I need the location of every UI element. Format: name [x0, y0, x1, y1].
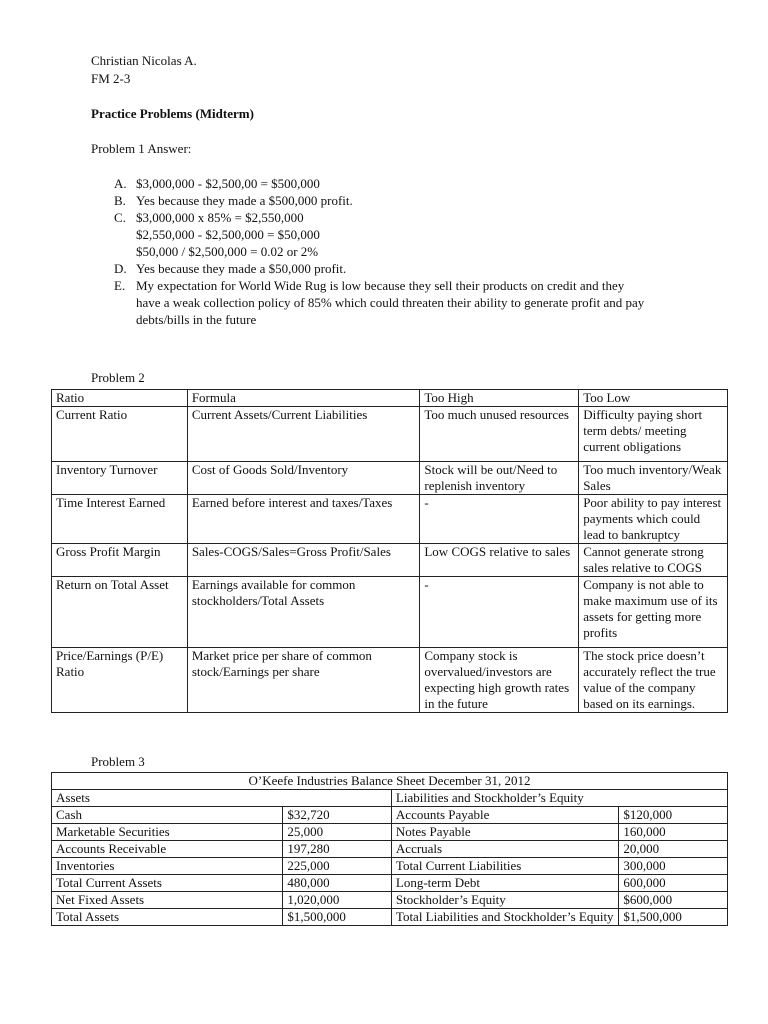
balance-sheet-cell: Cash	[52, 807, 283, 824]
answer-letter: A.	[114, 176, 127, 191]
balance-sheet-cell: 1,020,000	[283, 892, 392, 909]
balance-sheet-cell: Total Assets	[52, 909, 283, 926]
table-row	[52, 648, 728, 713]
balance-sheet-cell: $32,720	[283, 807, 392, 824]
table-cell: Earnings available for common stockholders/Total Assets	[187, 577, 420, 648]
table-cell: -	[420, 495, 579, 544]
class-section: FM 2-3	[91, 71, 131, 86]
table-cell: Time Interest Earned	[52, 495, 188, 544]
balance-sheet-cell: 225,000	[283, 858, 392, 875]
author-name: Christian Nicolas A.	[91, 53, 197, 68]
table-row	[52, 495, 728, 544]
table-row	[52, 544, 728, 577]
table-cell: Too much inventory/Weak Sales	[579, 462, 728, 495]
balance-sheet-cell: Total Current Assets	[52, 875, 283, 892]
table-cell: Current Ratio	[52, 407, 188, 462]
table-cell: Sales-COGS/Sales=Gross Profit/Sales	[187, 544, 420, 577]
table-cell: Cost of Goods Sold/Inventory	[187, 462, 420, 495]
balance-sheet-cell: Total Current Liabilities	[391, 858, 619, 875]
balance-sheet-cell: Total Liabilities and Stockholder’s Equity	[391, 909, 619, 926]
balance-sheet-cell: 480,000	[283, 875, 392, 892]
problem1-label: Problem 1 Answer:	[91, 141, 192, 156]
answer-item	[114, 260, 694, 277]
problem3-label: Problem 3	[91, 754, 145, 769]
balance-sheet-cell: Long-term Debt	[391, 875, 619, 892]
table-cell: The stock price doesn’t accurately reflect the true value of the company based on its earnings.	[579, 648, 728, 713]
balance-sheet-cell: 25,000	[283, 824, 392, 841]
balance-sheet-cell: Accruals	[391, 841, 619, 858]
problem2-label: Problem 2	[91, 370, 145, 385]
ratio-table-header-row	[52, 390, 728, 407]
answer-letter: D.	[114, 261, 127, 276]
balance-sheet-table	[51, 772, 728, 926]
table-row	[52, 407, 728, 462]
liabilities-header: Liabilities and Stockholder’s Equity	[391, 790, 727, 807]
table-cell: Inventory Turnover	[52, 462, 188, 495]
ratio-table-header-cell: Formula	[187, 390, 420, 407]
ratio-table-header-cell: Too Low	[579, 390, 728, 407]
answer-item	[114, 277, 694, 328]
answer-letter: C.	[114, 210, 126, 225]
balance-sheet-cell: $1,500,000	[283, 909, 392, 926]
answer-line: $3,000,000 - $2,500,00 = $500,000	[136, 176, 320, 191]
table-row	[52, 577, 728, 648]
balance-sheet-cell: Accounts Receivable	[52, 841, 283, 858]
balance-sheet-cell: 600,000	[619, 875, 728, 892]
assets-header: Assets	[52, 790, 392, 807]
document-title: Practice Problems (Midterm)	[91, 106, 254, 121]
answer-item	[114, 175, 694, 192]
ratio-table-header-cell: Too High	[420, 390, 579, 407]
answer-line: $50,000 / $2,500,000 = 0.02 or 2%	[136, 244, 319, 259]
balance-sheet-row	[52, 892, 728, 909]
answer-letter: E.	[114, 278, 126, 293]
balance-sheet-cell: Inventories	[52, 858, 283, 875]
balance-sheet-header-row	[52, 790, 728, 807]
balance-sheet-cell: Marketable Securities	[52, 824, 283, 841]
balance-sheet-cell: $120,000	[619, 807, 728, 824]
answer-line: have a weak collection policy of 85% which could threaten their ability to generate profit and pay	[136, 295, 645, 310]
table-cell: Gross Profit Margin	[52, 544, 188, 577]
problem1-answers	[114, 175, 694, 328]
answer-item	[114, 209, 694, 260]
balance-sheet-row	[52, 875, 728, 892]
balance-sheet-cell: 20,000	[619, 841, 728, 858]
table-cell: Earned before interest and taxes/Taxes	[187, 495, 420, 544]
table-cell: Too much unused resources	[420, 407, 579, 462]
answer-line: Yes because they made a $500,000 profit.	[136, 193, 353, 208]
answer-line: $2,550,000 - $2,500,000 = $50,000	[136, 227, 320, 242]
table-cell: Current Assets/Current Liabilities	[187, 407, 420, 462]
table-cell: Market price per share of common stock/Earnings per share	[187, 648, 420, 713]
balance-sheet-row	[52, 841, 728, 858]
balance-sheet-row	[52, 824, 728, 841]
answer-line: Yes because they made a $50,000 profit.	[136, 261, 347, 276]
table-row	[52, 462, 728, 495]
balance-sheet-cell: $1,500,000	[619, 909, 728, 926]
table-cell: Company is not able to make maximum use of its assets for getting more profits	[579, 577, 728, 648]
answer-line: My expectation for World Wide Rug is low because they sell their products on credit and they	[136, 278, 625, 293]
ratio-table-header-cell: Ratio	[52, 390, 188, 407]
balance-sheet-cell: Net Fixed Assets	[52, 892, 283, 909]
balance-sheet-caption-row	[52, 773, 728, 790]
ratio-table	[51, 389, 728, 713]
table-cell: Cannot generate strong sales relative to COGS	[579, 544, 728, 577]
balance-sheet-cell: 197,280	[283, 841, 392, 858]
author-header	[91, 52, 197, 88]
balance-sheet-row	[52, 858, 728, 875]
balance-sheet-cell: $600,000	[619, 892, 728, 909]
table-cell: Company stock is overvalued/investors are expecting high growth rates in the future	[420, 648, 579, 713]
balance-sheet-caption: O’Keefe Industries Balance Sheet December 31, 2012	[52, 773, 728, 790]
table-cell: Return on Total Asset	[52, 577, 188, 648]
table-cell: Difficulty paying short term debts/ meeting current obligations	[579, 407, 728, 462]
balance-sheet-cell: Stockholder’s Equity	[391, 892, 619, 909]
answer-line: $3,000,000 x 85% = $2,550,000	[136, 210, 304, 225]
table-cell: Stock will be out/Need to replenish inventory	[420, 462, 579, 495]
table-cell: Poor ability to pay interest payments which could lead to bankruptcy	[579, 495, 728, 544]
table-cell: Low COGS relative to sales	[420, 544, 579, 577]
answer-letter: B.	[114, 193, 126, 208]
table-cell: Price/Earnings (P/E) Ratio	[52, 648, 188, 713]
balance-sheet-row	[52, 807, 728, 824]
balance-sheet-cell: 160,000	[619, 824, 728, 841]
answer-item	[114, 192, 694, 209]
balance-sheet-cell: 300,000	[619, 858, 728, 875]
table-cell: -	[420, 577, 579, 648]
balance-sheet-cell: Notes Payable	[391, 824, 619, 841]
balance-sheet-row	[52, 909, 728, 926]
answer-line: debts/bills in the future	[136, 312, 257, 327]
balance-sheet-cell: Accounts Payable	[391, 807, 619, 824]
